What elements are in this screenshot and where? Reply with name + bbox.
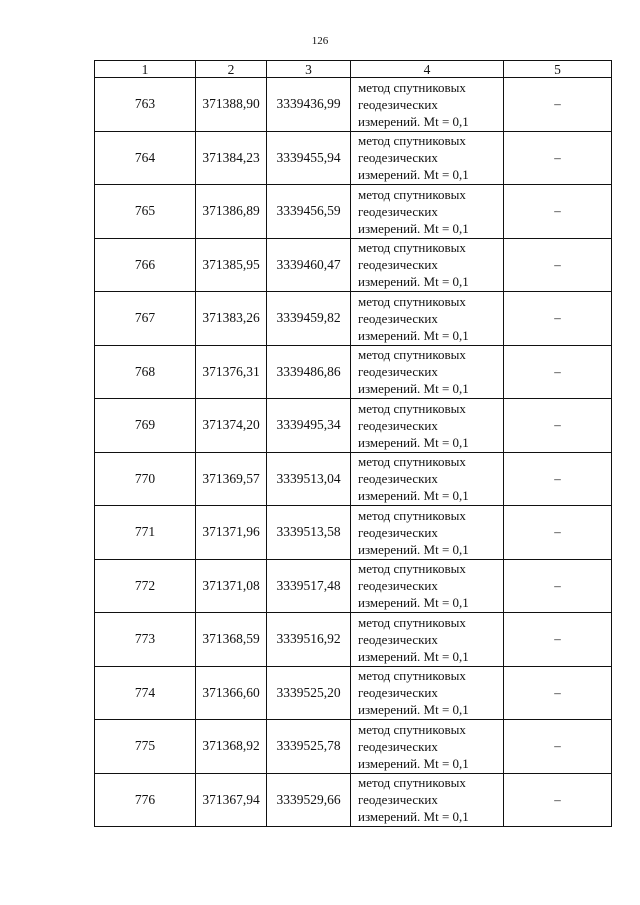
method-line: метод спутниковых: [358, 561, 466, 577]
table-row: [95, 131, 612, 185]
y-coordinate-cell: 3339525,20: [267, 666, 351, 720]
note-cell: –: [504, 292, 612, 346]
y-coordinate-cell: 3339513,04: [267, 452, 351, 506]
method-line: измерений. Mt = 0,1: [358, 113, 469, 129]
method-line: метод спутниковых: [358, 293, 466, 309]
method-line: метод спутниковых: [358, 240, 466, 256]
header-col-2: 2: [196, 61, 267, 78]
header-col-3: 3: [267, 61, 351, 78]
method-cell: [351, 399, 504, 453]
method-line: метод спутниковых: [358, 347, 466, 363]
header-col-4: 4: [351, 61, 504, 78]
x-coordinate-cell: 371369,57: [196, 452, 267, 506]
x-coordinate-cell: 371388,90: [196, 78, 267, 132]
point-number-cell: 776: [95, 773, 196, 827]
method-line: измерений. Mt = 0,1: [358, 541, 469, 557]
note-cell: –: [504, 131, 612, 185]
method-line: измерений. Mt = 0,1: [358, 220, 469, 236]
table-row: [95, 613, 612, 667]
method-line: измерений. Mt = 0,1: [358, 274, 469, 290]
method-cell: [351, 773, 504, 827]
x-coordinate-cell: 371386,89: [196, 185, 267, 239]
header-col-1: 1: [95, 61, 196, 78]
note-cell: –: [504, 185, 612, 239]
y-coordinate-cell: 3339456,59: [267, 185, 351, 239]
method-line: измерений. Mt = 0,1: [358, 648, 469, 664]
point-number-cell: 769: [95, 399, 196, 453]
method-line: метод спутниковых: [358, 79, 466, 95]
method-cell: [351, 506, 504, 560]
page-number: 126: [311, 35, 329, 47]
x-coordinate-cell: 371366,60: [196, 666, 267, 720]
x-coordinate-cell: 371383,26: [196, 292, 267, 346]
y-coordinate-cell: 3339529,66: [267, 773, 351, 827]
method-line: измерений. Mt = 0,1: [358, 702, 469, 718]
table-row: [95, 506, 612, 560]
y-coordinate-cell: 3339486,86: [267, 345, 351, 399]
method-line: геодезических: [358, 471, 438, 487]
method-line: метод спутниковых: [358, 668, 466, 684]
method-line: метод спутниковых: [358, 775, 466, 791]
y-coordinate-cell: 3339525,78: [267, 720, 351, 774]
point-number-cell: 775: [95, 720, 196, 774]
note-cell: –: [504, 238, 612, 292]
method-cell: [351, 78, 504, 132]
point-number-cell: 774: [95, 666, 196, 720]
method-line: геодезических: [358, 685, 438, 701]
table-row: [95, 78, 612, 132]
method-line: геодезических: [358, 631, 438, 647]
method-line: метод спутниковых: [358, 614, 466, 630]
method-line: метод спутниковых: [358, 721, 466, 737]
method-line: геодезических: [358, 578, 438, 594]
method-line: метод спутниковых: [358, 400, 466, 416]
table-body: [95, 78, 612, 827]
point-number-cell: 770: [95, 452, 196, 506]
y-coordinate-cell: 3339459,82: [267, 292, 351, 346]
table-row: [95, 238, 612, 292]
method-line: измерений. Mt = 0,1: [358, 327, 469, 343]
method-line: геодезических: [358, 310, 438, 326]
note-cell: –: [504, 399, 612, 453]
table-row: [95, 773, 612, 827]
header-col-5: 5: [504, 61, 612, 78]
x-coordinate-cell: 371385,95: [196, 238, 267, 292]
coordinates-table: [94, 60, 612, 827]
header-row: [95, 61, 612, 78]
table-row: [95, 185, 612, 239]
table-row: [95, 559, 612, 613]
point-number-cell: 765: [95, 185, 196, 239]
method-cell: [351, 238, 504, 292]
x-coordinate-cell: 371374,20: [196, 399, 267, 453]
note-cell: –: [504, 720, 612, 774]
point-number-cell: 764: [95, 131, 196, 185]
method-line: геодезических: [358, 364, 438, 380]
method-line: геодезических: [358, 738, 438, 754]
table-row: [95, 345, 612, 399]
point-number-cell: 768: [95, 345, 196, 399]
method-cell: [351, 185, 504, 239]
method-line: геодезических: [358, 792, 438, 808]
table-row: [95, 292, 612, 346]
method-cell: [351, 131, 504, 185]
method-line: геодезических: [358, 96, 438, 112]
table-row: [95, 399, 612, 453]
method-line: метод спутниковых: [358, 507, 466, 523]
x-coordinate-cell: 371376,31: [196, 345, 267, 399]
point-number-cell: 767: [95, 292, 196, 346]
note-cell: –: [504, 506, 612, 560]
method-line: геодезических: [358, 417, 438, 433]
method-line: измерений. Mt = 0,1: [358, 755, 469, 771]
note-cell: –: [504, 78, 612, 132]
method-line: измерений. Mt = 0,1: [358, 595, 469, 611]
method-line: метод спутниковых: [358, 454, 466, 470]
y-coordinate-cell: 3339495,34: [267, 399, 351, 453]
note-cell: –: [504, 452, 612, 506]
method-line: метод спутниковых: [358, 133, 466, 149]
method-line: измерений. Mt = 0,1: [358, 434, 469, 450]
table-row: [95, 720, 612, 774]
x-coordinate-cell: 371371,96: [196, 506, 267, 560]
table-header: [95, 61, 612, 78]
method-cell: [351, 613, 504, 667]
note-cell: –: [504, 666, 612, 720]
method-line: измерений. Mt = 0,1: [358, 488, 469, 504]
point-number-cell: 771: [95, 506, 196, 560]
method-cell: [351, 345, 504, 399]
table-row: [95, 666, 612, 720]
method-cell: [351, 559, 504, 613]
method-line: измерений. Mt = 0,1: [358, 809, 469, 825]
note-cell: –: [504, 773, 612, 827]
note-cell: –: [504, 613, 612, 667]
method-line: метод спутниковых: [358, 186, 466, 202]
method-line: геодезических: [358, 524, 438, 540]
y-coordinate-cell: 3339517,48: [267, 559, 351, 613]
point-number-cell: 766: [95, 238, 196, 292]
method-line: геодезических: [358, 257, 438, 273]
y-coordinate-cell: 3339436,99: [267, 78, 351, 132]
method-line: геодезических: [358, 203, 438, 219]
note-cell: –: [504, 559, 612, 613]
x-coordinate-cell: 371368,92: [196, 720, 267, 774]
y-coordinate-cell: 3339455,94: [267, 131, 351, 185]
note-cell: –: [504, 345, 612, 399]
y-coordinate-cell: 3339460,47: [267, 238, 351, 292]
y-coordinate-cell: 3339516,92: [267, 613, 351, 667]
method-cell: [351, 720, 504, 774]
x-coordinate-cell: 371367,94: [196, 773, 267, 827]
method-line: измерений. Mt = 0,1: [358, 167, 469, 183]
method-line: геодезических: [358, 150, 438, 166]
y-coordinate-cell: 3339513,58: [267, 506, 351, 560]
method-line: измерений. Mt = 0,1: [358, 381, 469, 397]
method-cell: [351, 666, 504, 720]
table-row: [95, 452, 612, 506]
x-coordinate-cell: 371368,59: [196, 613, 267, 667]
x-coordinate-cell: 371384,23: [196, 131, 267, 185]
method-cell: [351, 452, 504, 506]
point-number-cell: 772: [95, 559, 196, 613]
point-number-cell: 773: [95, 613, 196, 667]
method-cell: [351, 292, 504, 346]
x-coordinate-cell: 371371,08: [196, 559, 267, 613]
point-number-cell: 763: [95, 78, 196, 132]
